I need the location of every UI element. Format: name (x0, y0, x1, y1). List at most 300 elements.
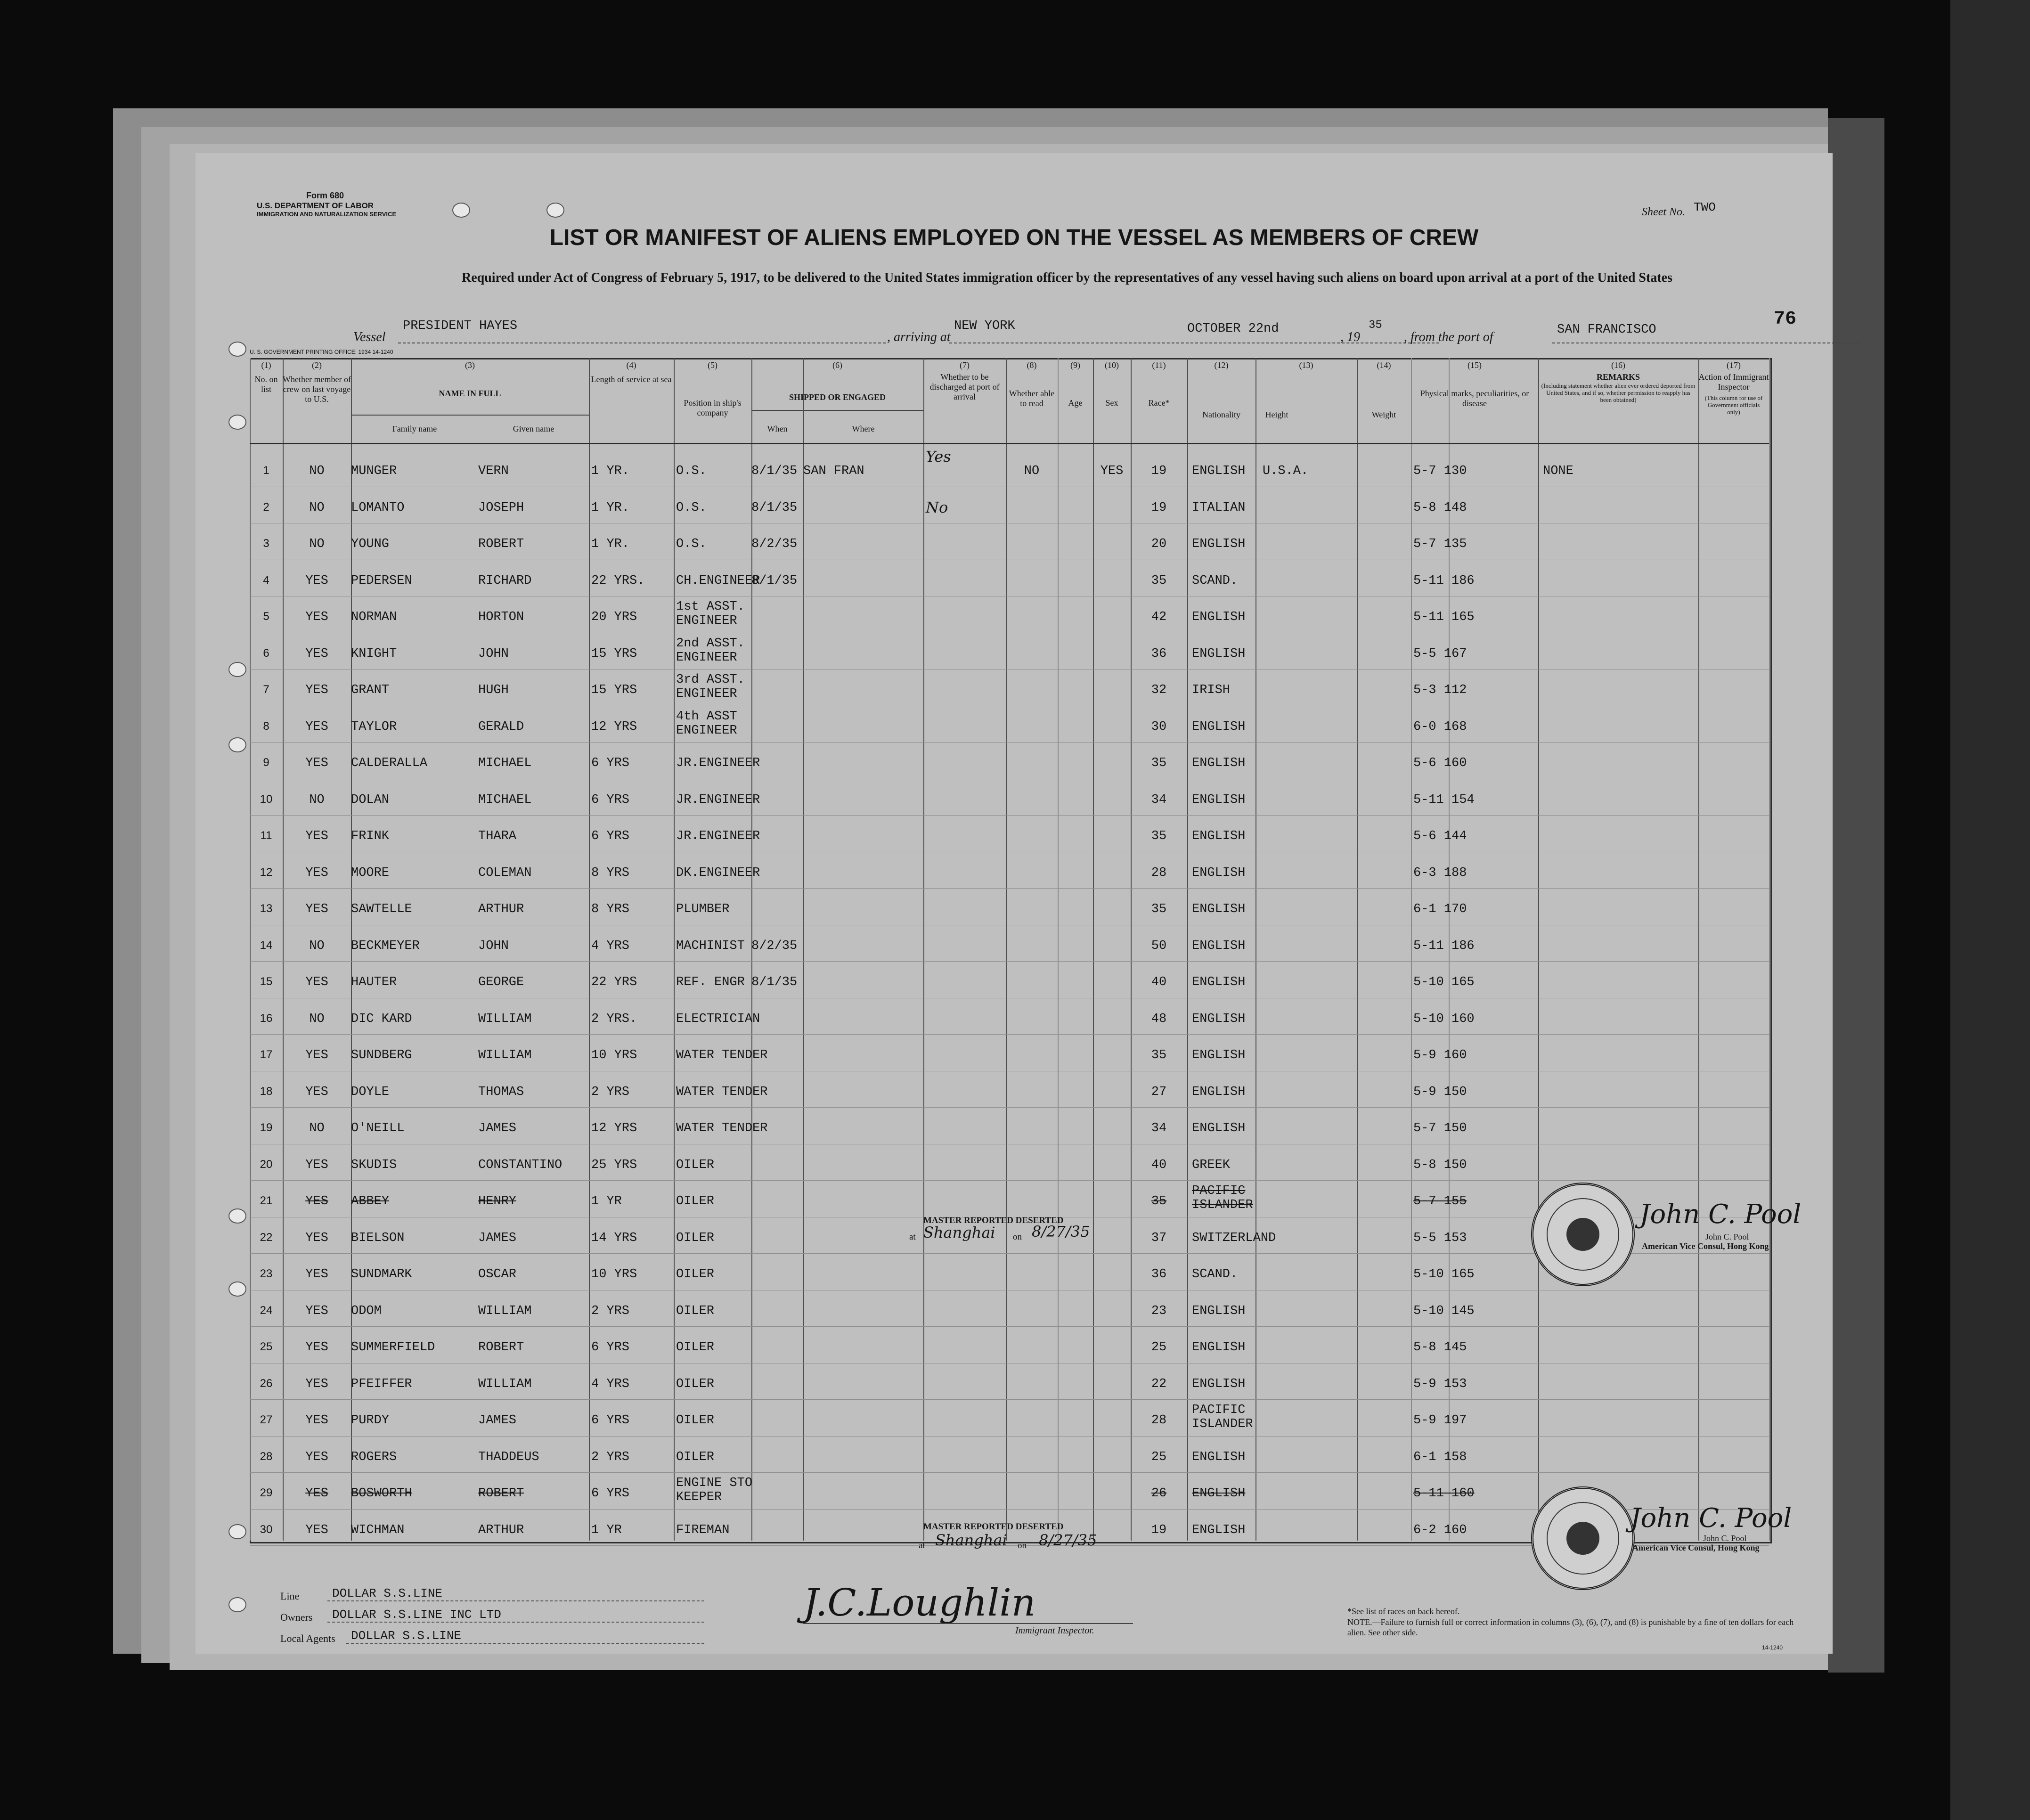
row-3-position: O.S. (676, 537, 707, 551)
row-26-service: 4 YRS (591, 1377, 630, 1391)
column-rule (589, 358, 590, 1541)
row-30-family: WICHMAN (351, 1523, 405, 1537)
deserted-note-2-place: Shanghai (935, 1531, 1007, 1549)
row-4-when: 8/1/35 (751, 573, 798, 588)
col-6a-label: When (767, 424, 788, 433)
row-15-position: REF. ENGR (676, 975, 745, 989)
row-11-position: JR.ENGINEER (676, 829, 760, 843)
row-4-family: PEDERSEN (351, 573, 412, 588)
col-11-number: (11) (1152, 360, 1166, 370)
col-13-label: Height (1265, 410, 1288, 419)
agents-value: DOLLAR S.S.LINE (351, 1629, 462, 1643)
col-13-number: (13) (1299, 360, 1313, 370)
row-4-prev: YES (305, 573, 328, 588)
header-rule (250, 443, 1769, 444)
row-14-nat: ENGLISH (1192, 939, 1246, 953)
row-3-marks: 5-7 135 (1413, 537, 1467, 551)
row-16-marks: 5-10 160 (1413, 1012, 1475, 1026)
row-23-position: OILER (676, 1267, 715, 1281)
page-subtitle: Required under Act of Congress of February 5, 1917, to be delivered to the United States immigration officer by the representatives of any vessel having such aliens on board upon arrival at a port of the United States (462, 270, 1672, 285)
row-11-given: THARA (478, 829, 517, 843)
eagle-icon (1566, 1218, 1599, 1251)
col-15-number: (15) (1467, 360, 1482, 370)
row-20-position: OILER (676, 1158, 715, 1172)
subheader-rule (751, 410, 923, 411)
row-30-nat: ENGLISH (1192, 1523, 1246, 1537)
row-18-nat: ENGLISH (1192, 1085, 1246, 1099)
row-13-nat: ENGLISH (1192, 902, 1246, 916)
col-9-number: (9) (1070, 360, 1080, 370)
row-7-service: 15 YRS (591, 683, 637, 697)
deserted-note-1-title: MASTER REPORTED DESERTED (923, 1216, 1064, 1225)
row-29-service: 6 YRS (591, 1486, 630, 1501)
row-25-prev: YES (305, 1340, 328, 1355)
row-25-marks: 5-8 145 (1413, 1340, 1467, 1355)
row-27-race: 28 (1151, 1413, 1167, 1428)
row-12-nat: ENGLISH (1192, 865, 1246, 880)
subheader-rule (351, 415, 589, 416)
row-22-prev: YES (305, 1231, 328, 1245)
row-20-prev: YES (305, 1158, 328, 1172)
row-24-family: ODOM (351, 1304, 382, 1318)
sheet-label: Sheet No. (1642, 206, 1685, 218)
printing-note: U. S. GOVERNMENT PRINTING OFFICE: 1934 14-1240 (250, 349, 393, 355)
col-3b-label: Given name (513, 424, 554, 433)
sheet-number: TWO (1694, 200, 1716, 214)
row-14-marks: 5-11 186 (1413, 939, 1475, 953)
row-16-race: 48 (1151, 1012, 1167, 1026)
row-2-position: O.S. (676, 500, 707, 515)
row-18-service: 2 YRS (591, 1085, 630, 1099)
row-9-service: 6 YRS (591, 756, 630, 770)
row-rule (250, 742, 1769, 743)
column-rule (1093, 358, 1094, 1541)
arrival-year: 35 (1369, 319, 1382, 332)
row-20-nat: GREEK (1192, 1158, 1231, 1172)
row-16-no: 16 (260, 1012, 273, 1025)
col-5-number: (5) (708, 360, 717, 370)
line-label: Line (280, 1590, 300, 1602)
consul-name: John C. Pool (1703, 1534, 1747, 1543)
binder-edge (1950, 0, 2030, 1820)
row-10-prev: NO (309, 792, 325, 807)
row-19-position: WATER TENDER (676, 1121, 768, 1135)
row-2-nat: ITALIAN (1192, 500, 1246, 515)
row-6-given: JOHN (478, 646, 509, 661)
col-2-label: Whether member of crew on last voyage to U.S. (283, 375, 351, 404)
row-14-no: 14 (260, 939, 273, 952)
row-7-no: 7 (263, 683, 269, 696)
row-28-no: 28 (260, 1450, 273, 1463)
row-14-service: 4 YRS (591, 939, 630, 953)
deserted-note-1-on: on (1013, 1232, 1022, 1242)
row-19-race: 34 (1151, 1121, 1167, 1135)
row-2-prev: NO (309, 500, 325, 515)
column-rule (923, 358, 924, 1541)
row-2-given: JOSEPH (478, 500, 524, 515)
row-4-no: 4 (263, 573, 269, 587)
manifest-sheet (196, 153, 1833, 1654)
row-19-service: 12 YRS (591, 1121, 637, 1135)
row-27-position: OILER (676, 1413, 715, 1428)
row-24-service: 2 YRS (591, 1304, 630, 1318)
row-12-race: 28 (1151, 865, 1167, 880)
row-6-service: 15 YRS (591, 646, 637, 661)
row-23-prev: YES (305, 1267, 328, 1281)
row-4-service: 22 YRS. (591, 573, 645, 588)
row-2-no: 2 (263, 500, 269, 514)
row-21-given: HENRY (478, 1194, 517, 1208)
row-1-given: VERN (478, 464, 509, 478)
row-2-marks: 5-8 148 (1413, 500, 1467, 515)
row-17-marks: 5-9 160 (1413, 1048, 1467, 1062)
row-30-race: 19 (1151, 1523, 1167, 1537)
year-prefix: , 19 (1340, 330, 1360, 344)
footnote-fine: NOTE.—Failure to furnish full or correct information in columns (3), (6), (7), and (8) is punishable by a fine of ten dollars for each alien. See other side. (1347, 1617, 1794, 1637)
row-27-no: 27 (260, 1413, 273, 1426)
agents-label: Local Agents (280, 1632, 335, 1644)
inspector-signature: J.C.Loughlin (803, 1581, 1036, 1624)
row-15-given: GEORGE (478, 975, 524, 989)
row-16-position: ELECTRICIAN (676, 1012, 760, 1026)
row-23-marks: 5-10 165 (1413, 1267, 1475, 1281)
row-6-family: KNIGHT (351, 646, 397, 661)
punch-hole (228, 1597, 246, 1612)
deserted-note-2-at: at (919, 1541, 925, 1551)
departure-port: SAN FRANCISCO (1557, 323, 1656, 337)
row-7-race: 32 (1151, 683, 1167, 697)
consulate-seal (1531, 1183, 1635, 1286)
consulate-seal (1531, 1486, 1635, 1590)
row-24-marks: 5-10 145 (1413, 1304, 1475, 1318)
col-10-label: Sex (1105, 398, 1118, 408)
col-9-label: Age (1068, 398, 1083, 408)
column-rule (1006, 358, 1007, 1541)
row-11-family: FRINK (351, 829, 390, 843)
row-1-sex: YES (1100, 464, 1124, 478)
row-8-given: GERALD (478, 719, 524, 734)
row-13-position: PLUMBER (676, 902, 730, 916)
row-9-family: CALDERALLA (351, 756, 428, 770)
row-1-no: 1 (263, 464, 269, 477)
col-5-label: Position in ship's company (684, 398, 742, 417)
row-30-position: FIREMAN (676, 1523, 730, 1537)
row-24-nat: ENGLISH (1192, 1304, 1246, 1318)
col-12-label: Nationality (1202, 410, 1240, 419)
footnote-races: *See list of races on back hereof. (1347, 1607, 1460, 1616)
row-30-given: ARTHUR (478, 1523, 524, 1537)
arrival-port: NEW YORK (954, 319, 1015, 333)
col-17-number: (17) (1727, 360, 1741, 370)
row-23-no: 23 (260, 1267, 273, 1280)
col-11-label: Race* (1148, 398, 1170, 408)
row-5-family: NORMAN (351, 610, 397, 624)
row-19-nat: ENGLISH (1192, 1121, 1246, 1135)
row-19-no: 19 (260, 1121, 273, 1134)
row-23-service: 10 YRS (591, 1267, 637, 1281)
row-14-prev: NO (309, 939, 325, 953)
row-5-position: 1st ASST. ENGINEER (676, 600, 745, 628)
row-10-position: JR.ENGINEER (676, 792, 760, 807)
row-24-no: 24 (260, 1304, 273, 1317)
row-22-race: 37 (1151, 1231, 1167, 1245)
row-17-given: WILLIAM (478, 1048, 532, 1062)
row-8-nat: ENGLISH (1192, 719, 1246, 734)
row-21-race: 35 (1151, 1194, 1167, 1208)
deserted-note-1-at: at (909, 1232, 916, 1242)
form-number: Form 680 (306, 191, 344, 200)
row-13-race: 35 (1151, 902, 1167, 916)
row-27-nat: PACIFIC ISLANDER (1192, 1403, 1253, 1431)
row-19-prev: NO (309, 1121, 325, 1135)
row-20-service: 25 YRS (591, 1158, 637, 1172)
col-1-number: (1) (261, 360, 271, 370)
col-16-number: (16) (1611, 360, 1625, 370)
row-15-no: 15 (260, 975, 273, 988)
row-17-no: 17 (260, 1048, 273, 1061)
row-25-no: 25 (260, 1340, 273, 1353)
row-19-family: O'NEILL (351, 1121, 405, 1135)
row-30-service: 1 YR (591, 1523, 622, 1537)
row-30-no: 30 (260, 1523, 273, 1536)
row-29-race: 26 (1151, 1486, 1167, 1501)
row-23-family: SUNDMARK (351, 1267, 412, 1281)
col-14-number: (14) (1377, 360, 1391, 370)
column-rule (1357, 358, 1358, 1541)
row-rule (250, 888, 1769, 889)
row-15-marks: 5-10 165 (1413, 975, 1475, 989)
row-22-no: 22 (260, 1231, 273, 1244)
row-15-prev: YES (305, 975, 328, 989)
col-8-label: Whether able to read (1009, 389, 1055, 408)
row-9-prev: YES (305, 756, 328, 770)
row-1-position: O.S. (676, 464, 707, 478)
from-port-label: , from the port of (1404, 330, 1493, 344)
col-3a-label: Family name (392, 424, 437, 433)
col-12-number: (12) (1214, 360, 1229, 370)
row-14-family: BECKMEYER (351, 939, 420, 953)
row-1-read: NO (1024, 464, 1040, 478)
row-18-prev: YES (305, 1085, 328, 1099)
row-14-race: 50 (1151, 939, 1167, 953)
row-1-when: 8/1/35 (751, 464, 798, 478)
punch-hole (228, 415, 246, 430)
row-26-no: 26 (260, 1377, 273, 1390)
row-17-prev: YES (305, 1048, 328, 1062)
col-17-label: Action of Immigrant Inspector (1698, 372, 1769, 392)
row-17-service: 10 YRS (591, 1048, 637, 1062)
row-15-race: 40 (1151, 975, 1167, 989)
row-1-nat: ENGLISH (1192, 464, 1246, 478)
row-8-family: TAYLOR (351, 719, 397, 734)
row-6-nat: ENGLISH (1192, 646, 1246, 661)
row-12-prev: YES (305, 865, 328, 880)
row-23-race: 36 (1151, 1267, 1167, 1281)
row-22-service: 14 YRS (591, 1231, 637, 1245)
row-25-race: 25 (1151, 1340, 1167, 1355)
row-9-no: 9 (263, 756, 269, 769)
col-3-label: NAME IN FULL (439, 389, 501, 398)
consul-title: American Vice Consul, Hong Kong (1632, 1543, 1760, 1552)
col-7-number: (7) (960, 360, 970, 370)
row-7-family: GRANT (351, 683, 390, 697)
row-4-given: RICHARD (478, 573, 532, 588)
deserted-note-2-on: on (1018, 1541, 1027, 1551)
punch-hole (228, 1281, 246, 1297)
row-28-race: 25 (1151, 1450, 1167, 1464)
deserted-note-1-date: 8/27/35 (1032, 1223, 1090, 1241)
row-21-no: 21 (260, 1194, 273, 1207)
row-3-when: 8/2/35 (751, 537, 798, 551)
row-29-nat: ENGLISH (1192, 1486, 1246, 1501)
deserted-note-2-title: MASTER REPORTED DESERTED (923, 1522, 1064, 1532)
row-4-position: CH.ENGINEER (676, 573, 760, 588)
row-26-marks: 5-9 153 (1413, 1377, 1467, 1391)
vessel-label: Vessel (353, 330, 386, 344)
line-underline (327, 1600, 704, 1601)
row-8-position: 4th ASST ENGINEER (676, 709, 737, 738)
row-14-position: MACHINIST (676, 939, 745, 953)
row-24-given: WILLIAM (478, 1304, 532, 1318)
row-18-given: THOMAS (478, 1085, 524, 1099)
row-12-marks: 6-3 188 (1413, 865, 1467, 880)
row-4-marks: 5-11 186 (1413, 573, 1475, 588)
row-11-service: 6 YRS (591, 829, 630, 843)
col-16-detail: (Including statement whether alien ever ordered deported from United States, and if so, whether permission to reapply has been obtained) (1541, 382, 1696, 403)
row-6-position: 2nd ASST. ENGINEER (676, 636, 745, 665)
service-name: IMMIGRATION AND NATURALIZATION SERVICE (257, 211, 397, 218)
row-26-given: WILLIAM (478, 1377, 532, 1391)
row-4-race: 35 (1151, 573, 1167, 588)
row-10-no: 10 (260, 792, 273, 806)
col-10-number: (10) (1105, 360, 1119, 370)
row-9-marks: 5-6 160 (1413, 756, 1467, 770)
row-24-position: OILER (676, 1304, 715, 1318)
agents-underline (346, 1643, 704, 1644)
row-26-race: 22 (1151, 1377, 1167, 1391)
row-10-family: DOLAN (351, 792, 390, 807)
row-21-prev: YES (305, 1194, 328, 1208)
row-23-given: OSCAR (478, 1267, 517, 1281)
row-rule (250, 815, 1769, 816)
row-11-nat: ENGLISH (1192, 829, 1246, 843)
vessel-name: PRESIDENT HAYES (403, 319, 518, 333)
row-1-family: MUNGER (351, 464, 397, 478)
row-30-marks: 6-2 160 (1413, 1523, 1467, 1537)
row-20-race: 40 (1151, 1158, 1167, 1172)
row-1-height: U.S.A. (1263, 464, 1309, 478)
row-25-nat: ENGLISH (1192, 1340, 1246, 1355)
row-5-marks: 5-11 165 (1413, 610, 1475, 624)
col-2-number: (2) (312, 360, 322, 370)
row-29-given: ROBERT (478, 1486, 524, 1501)
row-22-family: BIELSON (351, 1231, 405, 1245)
row-29-no: 29 (260, 1486, 273, 1499)
row-16-nat: ENGLISH (1192, 1012, 1246, 1026)
row-28-nat: ENGLISH (1192, 1450, 1246, 1464)
row-2-disch: No (926, 498, 948, 516)
row-13-given: ARTHUR (478, 902, 524, 916)
col-8-number: (8) (1027, 360, 1037, 370)
row-18-marks: 5-9 150 (1413, 1085, 1467, 1099)
row-5-given: HORTON (478, 610, 524, 624)
column-rule (1058, 358, 1059, 1541)
row-29-position: ENGINE STO KEEPER (676, 1476, 753, 1504)
row-24-prev: YES (305, 1304, 328, 1318)
row-10-race: 34 (1151, 792, 1167, 807)
row-6-prev: YES (305, 646, 328, 661)
consul-signature: John C. Pool (1630, 1503, 1792, 1534)
row-10-nat: ENGLISH (1192, 792, 1246, 807)
col-3-number: (3) (465, 360, 475, 370)
row-9-race: 35 (1151, 756, 1167, 770)
row-17-nat: ENGLISH (1192, 1048, 1246, 1062)
row-12-position: DK.ENGINEER (676, 865, 760, 880)
row-21-service: 1 YR (591, 1194, 622, 1208)
column-rule (1187, 358, 1188, 1541)
row-18-no: 18 (260, 1085, 273, 1098)
row-28-prev: YES (305, 1450, 328, 1464)
column-rule (1411, 358, 1412, 1541)
row-9-position: JR.ENGINEER (676, 756, 760, 770)
row-9-nat: ENGLISH (1192, 756, 1246, 770)
row-16-prev: NO (309, 1012, 325, 1026)
row-26-position: OILER (676, 1377, 715, 1391)
owners-label: Owners (280, 1611, 313, 1623)
col-4-label: Length of service at sea (591, 375, 672, 384)
row-23-nat: SCAND. (1192, 1267, 1238, 1281)
row-26-prev: YES (305, 1377, 328, 1391)
consul-signature: John C. Pool (1639, 1199, 1802, 1230)
row-13-service: 8 YRS (591, 902, 630, 916)
line-value: DOLLAR S.S.LINE (332, 1586, 443, 1600)
row-6-marks: 5-5 167 (1413, 646, 1467, 661)
row-18-family: DOYLE (351, 1085, 390, 1099)
page-title: LIST OR MANIFEST OF ALIENS EMPLOYED ON THE VESSEL AS MEMBERS OF CREW (549, 225, 1479, 250)
punch-hole (452, 203, 470, 218)
row-16-service: 2 YRS. (591, 1012, 637, 1026)
row-rule (250, 1326, 1769, 1327)
row-7-given: HUGH (478, 683, 509, 697)
row-28-given: THADDEUS (478, 1450, 539, 1464)
row-22-given: JAMES (478, 1231, 517, 1245)
row-26-family: PFEIFFER (351, 1377, 412, 1391)
row-rule (250, 961, 1769, 962)
row-7-position: 3rd ASST. ENGINEER (676, 673, 745, 701)
row-11-race: 35 (1151, 829, 1167, 843)
eagle-icon (1566, 1522, 1599, 1555)
row-9-given: MICHAEL (478, 756, 532, 770)
row-5-nat: ENGLISH (1192, 610, 1246, 624)
row-3-prev: NO (309, 537, 325, 551)
row-11-marks: 5-6 144 (1413, 829, 1467, 843)
row-3-nat: ENGLISH (1192, 537, 1246, 551)
binder-shadow (1828, 118, 1884, 1673)
col-1-label: No. on list (254, 375, 278, 394)
row-21-family: ABBEY (351, 1194, 390, 1208)
row-21-marks: 5-7 155 (1413, 1194, 1467, 1208)
row-25-family: SUMMERFIELD (351, 1340, 435, 1355)
row-17-position: WATER TENDER (676, 1048, 768, 1062)
row-2-when: 8/1/35 (751, 500, 798, 515)
arrival-date: OCTOBER 22nd (1187, 322, 1279, 336)
column-rule (1538, 358, 1539, 1541)
col-6-label: SHIPPED OR ENGAGED (789, 392, 886, 402)
row-1-prev: NO (309, 464, 325, 478)
row-8-no: 8 (263, 719, 269, 733)
row-20-marks: 5-8 150 (1413, 1158, 1467, 1172)
row-2-race: 19 (1151, 500, 1167, 515)
